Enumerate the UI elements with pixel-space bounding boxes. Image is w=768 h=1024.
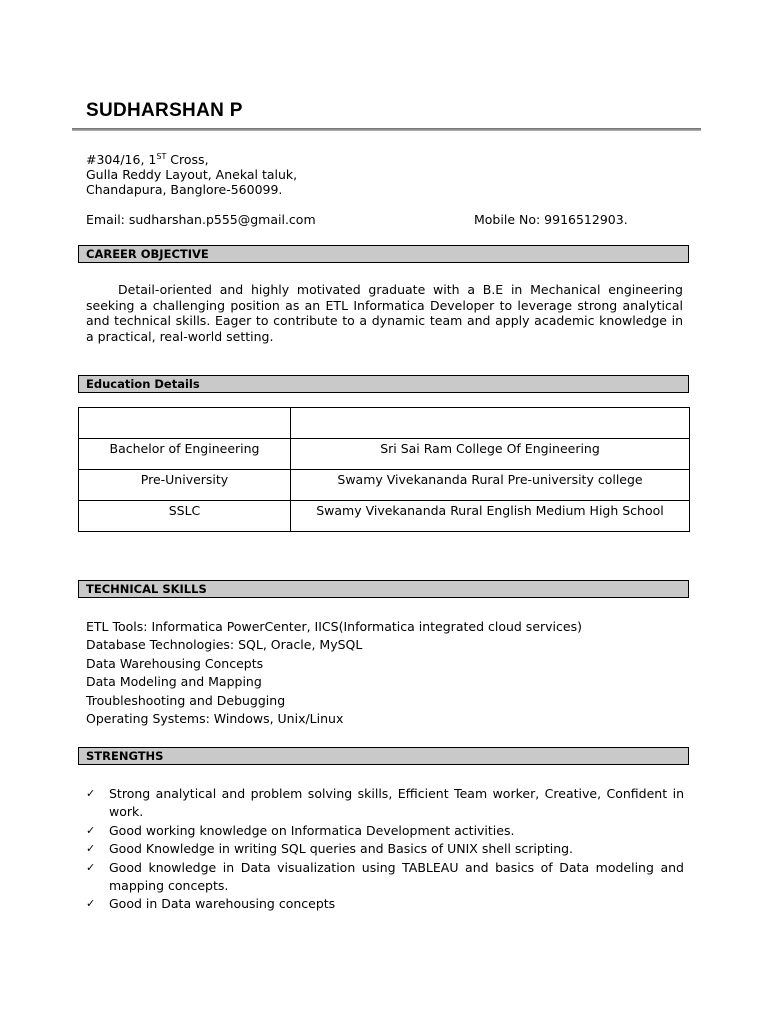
candidate-name: SUDHARSHAN P xyxy=(86,100,243,121)
section-header-strengths: STRENGTHS xyxy=(78,747,689,765)
checkmark-icon: ✓ xyxy=(86,842,96,856)
education-degree-cell: Bachelor of Engineering xyxy=(79,439,291,470)
list-item: Troubleshooting and Debugging xyxy=(86,692,286,708)
education-degree-cell: Pre-University xyxy=(79,470,291,501)
section-header-technical-skills: TECHNICAL SKILLS xyxy=(78,580,689,598)
list-item xyxy=(86,822,684,840)
section-header-career-objective: CAREER OBJECTIVE xyxy=(78,245,689,263)
list-item xyxy=(86,785,684,822)
address-line-1-suffix: Cross, xyxy=(166,152,209,167)
checkmark-icon: ✓ xyxy=(86,897,96,911)
education-table xyxy=(78,407,690,532)
checkmark-icon: ✓ xyxy=(86,823,96,837)
table-row xyxy=(79,439,690,470)
address-line-3: Chandapura, Banglore-560099. xyxy=(86,182,283,197)
checkmark-icon: ✓ xyxy=(86,860,96,874)
table-row xyxy=(79,501,690,532)
checkmark-icon: ✓ xyxy=(86,787,96,800)
list-item: ETL Tools: Informatica PowerCenter, IICS(Informatica integrated cloud services) xyxy=(86,619,582,634)
strengths-list xyxy=(86,785,684,914)
strength-text: Good in Data warehousing concepts xyxy=(109,896,336,912)
education-degree-cell xyxy=(79,408,291,439)
education-degree-cell: SSLC xyxy=(79,501,291,532)
strength-text: Good Knowledge in writing SQL queries and Basics of UNIX shell scripting. xyxy=(109,841,574,857)
list-item: Operating Systems: Windows, Unix/Linux xyxy=(86,711,344,727)
education-institution-cell xyxy=(291,408,690,439)
address-line-1 xyxy=(86,152,209,168)
strength-text: Good working knowledge on Informatica Development activities. xyxy=(109,822,515,838)
strength-text: Strong analytical and problem solving skills, Efficient Team worker, Creative, Confident in work. xyxy=(109,786,684,820)
list-item: Database Technologies: SQL, Oracle, MySQL xyxy=(86,637,363,653)
list-item: Data Modeling and Mapping xyxy=(86,674,262,690)
strength-text: Good knowledge in Data visualization using TABLEAU and basics of Data modeling and mapping concepts. xyxy=(109,859,684,894)
technical-skills-list xyxy=(86,618,582,728)
table-row xyxy=(79,470,690,501)
career-objective-text: Detail-oriented and highly motivated graduate with a B.E in Mechanical engineering seeking a challenging position as an ETL Informatica Developer to leverage strong analytical and technical skills. Eager to contribute to a dynamic team and apply academic knowledge in a practical, real-world setting. xyxy=(86,282,683,344)
education-institution-cell: Swamy Vivekananda Rural Pre-university college xyxy=(291,470,690,501)
address-line-1-prefix: #304/16, 1 xyxy=(86,152,157,167)
list-item xyxy=(86,859,684,896)
list-item xyxy=(86,840,684,858)
list-item: Data Warehousing Concepts xyxy=(86,655,264,671)
mobile-text: Mobile No: 9916512903. xyxy=(474,212,628,227)
list-item xyxy=(86,895,684,913)
header-rule xyxy=(72,128,701,131)
address-line-2: Gulla Reddy Layout, Anekal taluk, xyxy=(86,167,298,182)
address-line-1-superscript: ST xyxy=(156,152,167,161)
education-institution-cell: Sri Sai Ram College Of Engineering xyxy=(291,439,690,470)
education-institution-cell: Swamy Vivekananda Rural English Medium High School xyxy=(291,501,690,532)
email-text: Email: sudharshan.p555@gmail.com xyxy=(86,212,316,227)
section-header-education: Education Details xyxy=(78,375,689,393)
table-row xyxy=(79,408,690,439)
